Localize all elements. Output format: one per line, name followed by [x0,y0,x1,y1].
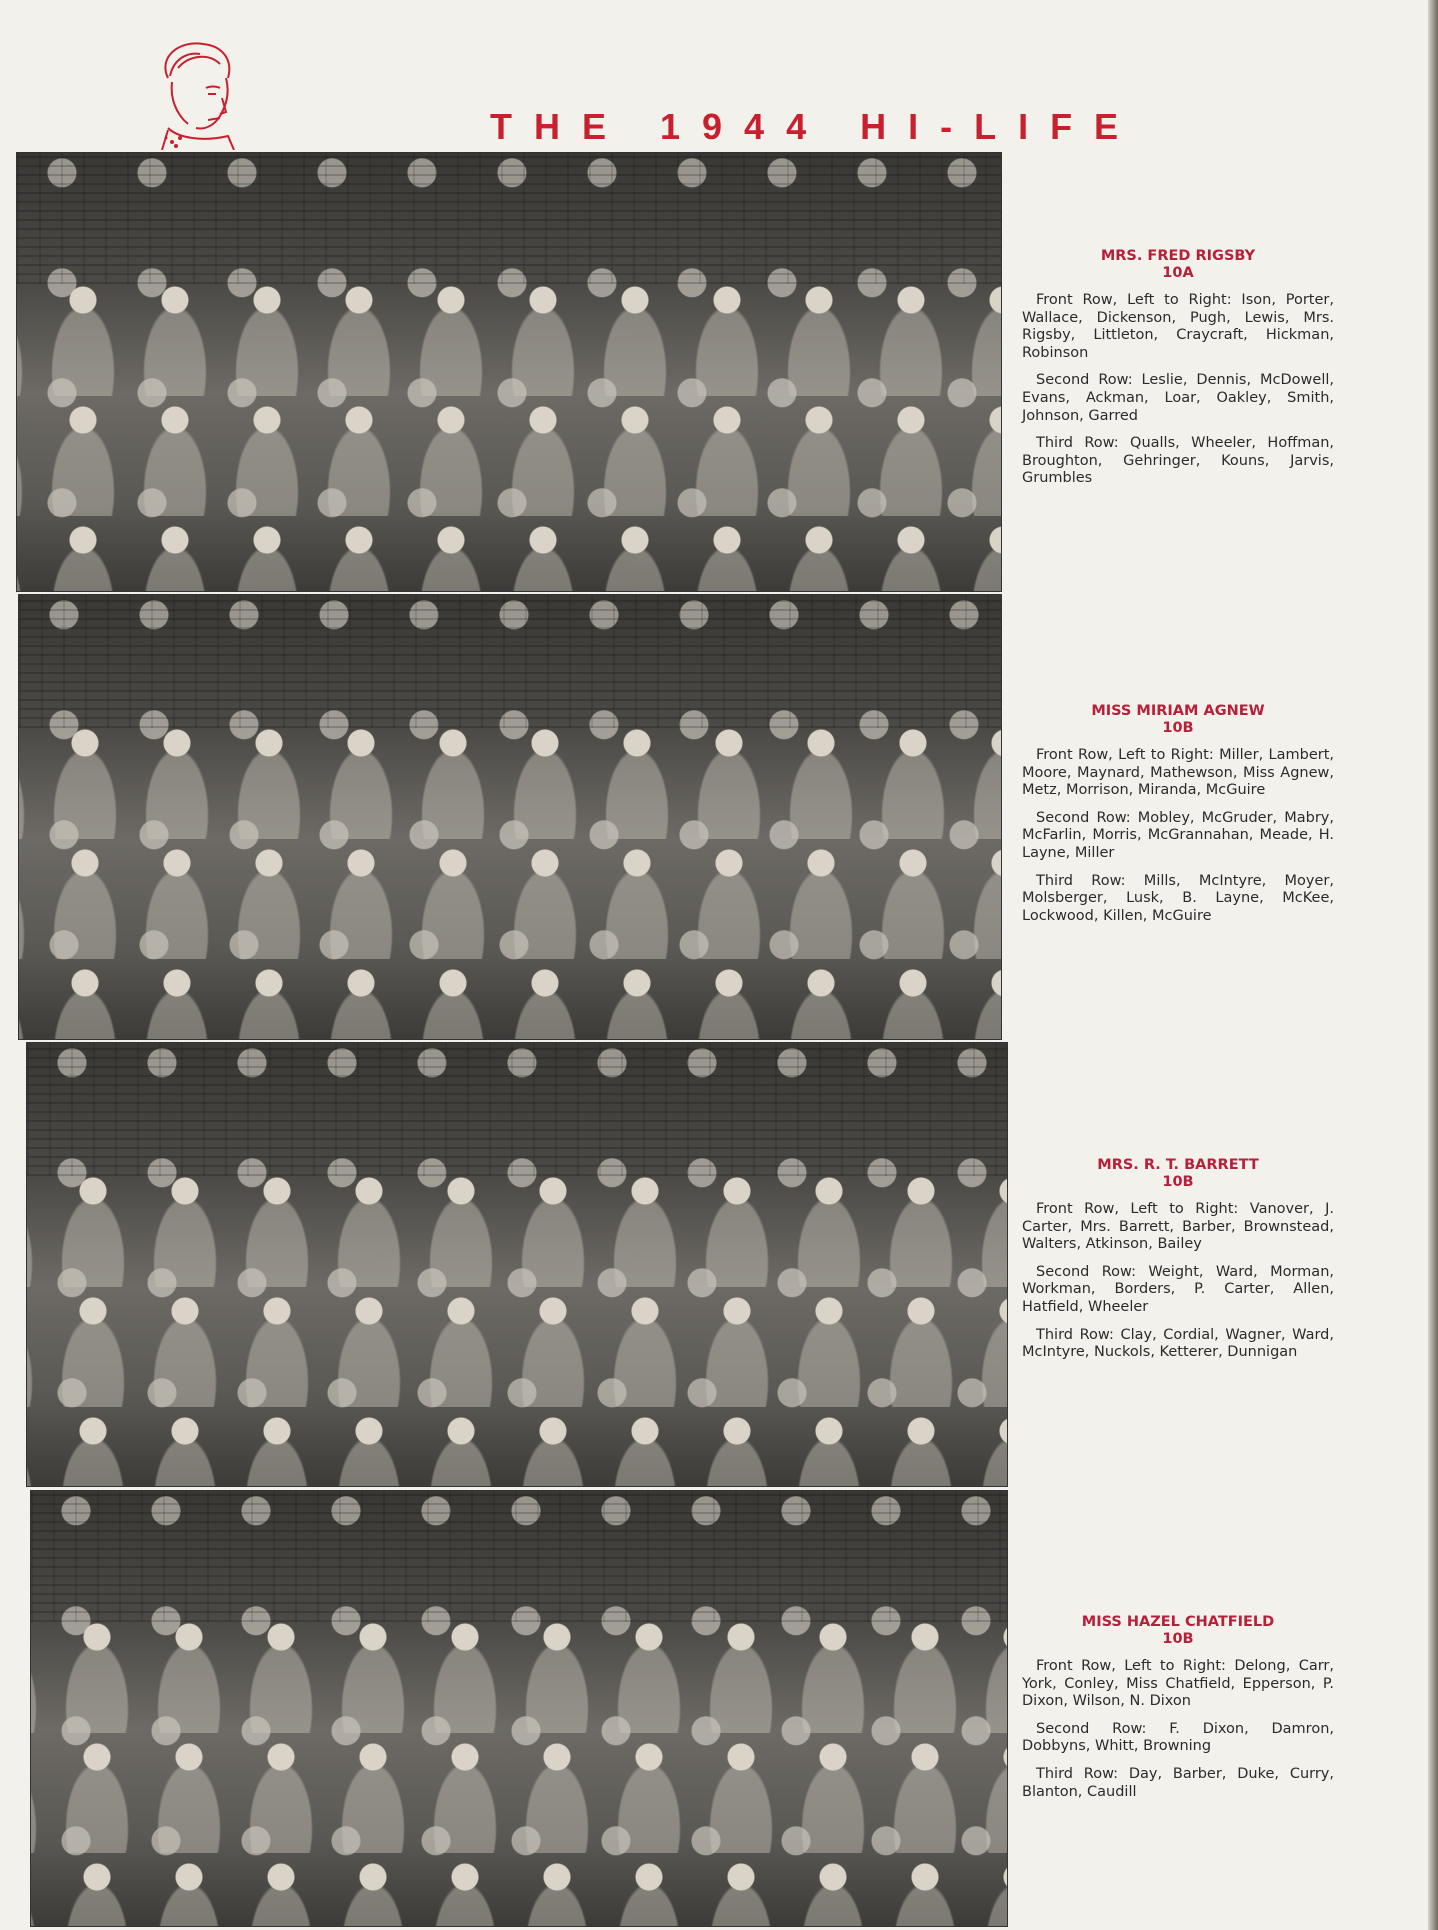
teacher-name: MISS HAZEL CHATFIELD [1081,1614,1275,1630]
second-row-names: Second Row: Weight, Ward, Morman, Workman, Borders, P. Carter, Allen, Hatfield, Wheeler [1022,1263,1334,1315]
class-grade: 10B [1162,720,1194,736]
third-row-names: Third Row: Clay, Cordial, Wagner, Ward, McIntyre, Nuckols, Ketterer, Dunnigan [1022,1326,1334,1361]
caption-chatfield [1022,1614,1334,1801]
man-head-sketch-logo [148,38,240,150]
class-photo-agnew [18,594,1002,1040]
front-row-names: Front Row, Left to Right: Delong, Carr, York, Conley, Miss Chatfield, Epperson, P. Dixon, Wilson, N. Dixon [1022,1658,1334,1710]
yearbook-title: THE 1944 HI-LIFE [490,106,1141,147]
class-grade: 10A [1162,265,1194,281]
front-row-names: Front Row, Left to Right: Vanover, J. Carter, Mrs. Barrett, Barber, Brownstead, Walters, Atkinson, Bailey [1022,1201,1334,1253]
second-row-names: Second Row: Mobley, McGruder, Mabry, McFarlin, Morris, McGrannahan, Meade, H. Layne, Miller [1022,809,1334,861]
class-photo-chatfield [30,1490,1008,1927]
page-binding-edge [1428,0,1438,1930]
class-photo-barrett [26,1042,1008,1487]
third-row-names: Third Row: Day, Barber, Duke, Curry, Blanton, Caudill [1022,1765,1334,1800]
teacher-name: MISS MIRIAM AGNEW [1091,703,1265,719]
third-row-names: Third Row: Mills, McIntyre, Moyer, Molsberger, Lusk, B. Layne, McKee, Lockwood, Killen, McGuire [1022,872,1334,924]
class-photo-rigsby [16,152,1002,592]
teacher-name: MRS. FRED RIGSBY [1100,248,1256,264]
teacher-name: MRS. R. T. BARRETT [1097,1157,1259,1173]
second-row-names: Second Row: Leslie, Dennis, McDowell, Evans, Ackman, Loar, Oakley, Smith, Johnson, Garred [1022,372,1334,424]
front-row-names: Front Row, Left to Right: Miller, Lambert, Moore, Maynard, Mathewson, Miss Agnew, Metz, Morrison, Miranda, McGuire [1022,747,1334,799]
class-grade: 10B [1162,1174,1194,1190]
front-row-names: Front Row, Left to Right: Ison, Porter, Wallace, Dickenson, Pugh, Lewis, Mrs. Rigsby, Littleton, Craycraft, Hickman, Robinson [1022,292,1334,361]
caption-agnew [1022,703,1334,925]
caption-rigsby [1022,248,1334,488]
caption-barrett [1022,1157,1334,1362]
class-grade: 10B [1162,1631,1194,1647]
third-row-names: Third Row: Qualls, Wheeler, Hoffman, Broughton, Gehringer, Kouns, Jarvis, Grumbles [1022,435,1334,487]
second-row-names: Second Row: F. Dixon, Damron, Dobbyns, Whitt, Browning [1022,1720,1334,1755]
